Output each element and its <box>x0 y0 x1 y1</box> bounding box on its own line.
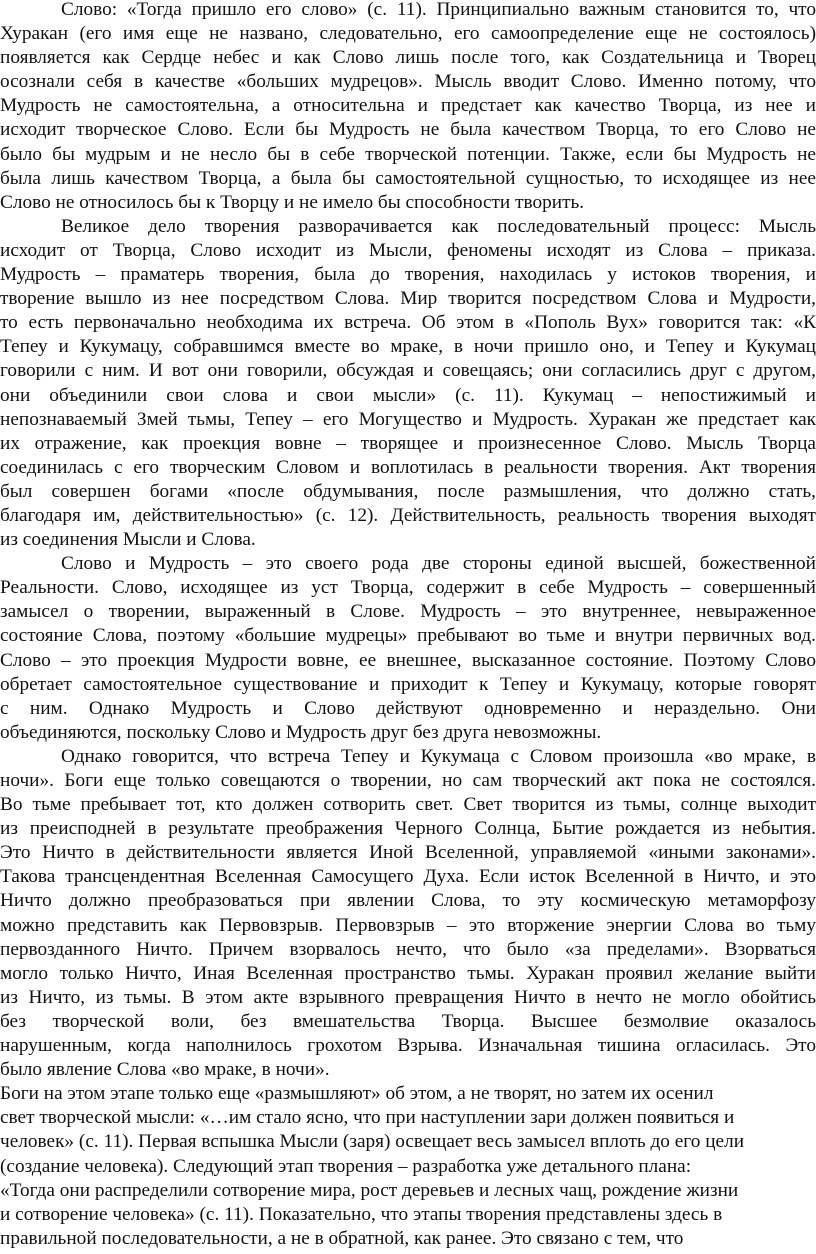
text-line: соединилась с его творческим Словом и воплотилась в реальности творения. Акт творения <box>0 456 816 478</box>
text-line: Это Ничто в действительности является Иной Вселенной, управляемой «иными законами». <box>0 842 816 864</box>
text-line: осознали себя в качестве «больших мудрецов». Мысль вводит Слово. Именно потому, что <box>0 71 816 93</box>
text-line: обретает самостоятельное существование и приходит к Тепеу и Кукумацу, которые говорят <box>0 673 816 695</box>
text-line: была лишь качеством Творца, а была бы самостоятельной сущностью, то исходящее из нее <box>0 167 816 189</box>
text-line: их отражение, как проекция вовне – творящее и произнесенное Слово. Мысль Творца <box>0 432 816 454</box>
text-line: замысел о творении, выраженный в Слове. Мудрость – это внутреннее, невыраженное <box>0 601 816 623</box>
text-line: из преисподней в результате преображения Черного Солнца, Бытие рождается из небытия. <box>0 818 816 840</box>
text-line: Мудрость – праматерь творения, была до творения, находилась у истоков творения, и <box>0 264 816 286</box>
text-line: Во тьме пребывает тот, кто должен сотворить свет. Свет творится из тьмы, солнце выходит <box>0 794 816 816</box>
text-line: было бы мудрым и не несло бы в себе творческой потенции. Также, если бы Мудрость не <box>0 143 816 165</box>
text-line: с ним. Однако Мудрость и Слово действуют одновременно и нераздельно. Они <box>0 697 816 719</box>
text-line: то есть первоначально необходима их встреча. Об этом в «Пополь Вух» говорится так: «К <box>0 312 816 334</box>
text-line: они объединили свои слова и свои мысли» (с. 11). Кукумац – непостижимый и <box>0 384 816 406</box>
text-line: Слово – это проекция Мудрости вовне, ее внешнее, высказанное состояние. Поэтому Слово <box>0 649 816 671</box>
text-line: появляется как Сердце небес и как Слово лишь после того, как Создательница и Творец <box>0 47 816 69</box>
text-line: непознаваемый Змей тьмы, Тепеу – его Могущество и Мудрость. Хуракан же предстает как <box>0 408 816 430</box>
text-line: объединяются, поскольку Слово и Мудрость друг без друга невозможны. <box>0 721 602 743</box>
text-line: Мудрость не самостоятельна, а относительна и предстает как качество Творца, из нее и <box>0 95 816 117</box>
text-line: Великое дело творения разворачивается как последовательный процесс: Мысль <box>61 215 816 237</box>
text-line: Слово: «Тогда пришло его слово» (с. 11). Принципиально важным становится то, что <box>61 0 816 20</box>
text-line: Слово не относилось бы к Творцу и не имело бы способности творить. <box>0 191 585 213</box>
text-line: свет творческой мысли: «…им стало ясно, что при наступлении зари должен появиться и <box>0 1107 735 1129</box>
text-line: Ничто должно преобразоваться при явлении Слова, то эту космическую метаморфозу <box>0 890 816 912</box>
text-line: (создание человека). Следующий этап творения – разработка уже детального плана: <box>0 1155 692 1177</box>
text-line: Боги на этом этапе только еще «размышляют» об этом, а не творят, но затем их осенил <box>0 1083 714 1105</box>
text-line: и сотворение человека» (с. 11). Показательно, что этапы творения представлены здесь в <box>0 1203 723 1225</box>
text-line: без творческой воли, без вмешательства Творца. Высшее безмолвие оказалось <box>0 1010 816 1032</box>
text-line: Однако говорится, что встреча Тепеу и Кукумаца с Словом произошла «во мраке, в <box>61 745 816 767</box>
text-line: Тепеу и Кукумацу, собравшимся вместе во мраке, в ночи пришло оно, и Тепеу и Кукумац <box>0 336 816 358</box>
text-line: можно представить как Первовзрыв. Первовзрыв – это вторжение энергии Слова во тьму <box>0 914 816 936</box>
text-line: Такова трансцендентная Вселенная Самосущего Духа. Если исток Вселенной в Ничто, и это <box>0 866 816 888</box>
text-line: был совершен богами «после обдумывания, после размышления, что должно стать, <box>0 480 816 502</box>
text-line: правильной последовательности, а не в обратной, как ранее. Это связано с тем, что <box>0 1227 684 1249</box>
text-line: исходит от Творца, Слово исходит из Мысли, феномены исходят из Слова – приказа. <box>0 239 816 261</box>
text-line: Хуракан (его имя еще не названо, следовательно, его самоопределение еще не состоялось) <box>0 23 816 45</box>
text-line: Реальности. Слово, исходящее из уст Творца, содержит в себе Мудрость – совершенный <box>0 577 816 599</box>
text-line: состояние Слова, поэтому «большие мудрецы» пребывают во тьме и внутри первичных вод. <box>0 625 816 647</box>
text-line: человек» (с. 11). Первая вспышка Мысли (заря) освещает весь замысел вплоть до его цели <box>0 1131 745 1153</box>
text-line: первозданного Ничто. Причем взорвалось нечто, что было «за пределами». Взорваться <box>0 938 816 960</box>
text-line: исходит творческое Слово. Если бы Мудрость не была качеством Творца, то его Слово не <box>0 119 816 141</box>
text-line: нарушенным, когда наполнилось грохотом Взрыва. Изначальная тишина огласилась. Это <box>0 1035 816 1057</box>
text-line: могло только Ничто, Иная Вселенная пространство тьмы. Хуракан проявил желание выйти <box>0 962 816 984</box>
text-line: из Ничто, из тьмы. В этом акте взрывного превращения Ничто в нечто не могло обойтись <box>0 986 816 1008</box>
text-line: ночи». Боги еще только совещаются о творении, но сам творческий акт пока не состоялся. <box>0 770 816 791</box>
text-line: творение вышло из нее посредством Слова. Мир творится посредством Слова и Мудрости, <box>0 288 816 310</box>
text-line: было явление Слова «во мраке, в ночи». <box>0 1059 330 1081</box>
text-line: благодаря им, действительностью» (с. 12). Действительность, реальность творения выходят <box>0 504 816 526</box>
text-line: говорили с ним. И вот они говорили, обсуждая и совещаясь; они согласились друг с другом, <box>0 360 816 382</box>
text-line: из соединения Мысли и Слова. <box>0 529 256 551</box>
text-line: «Тогда они распределили сотворение мира, рост деревьев и лесных чащ, рождение жизни <box>0 1179 739 1201</box>
text-line: Слово и Мудрость – это своего рода две стороны единой высшей, божественной <box>61 553 816 575</box>
